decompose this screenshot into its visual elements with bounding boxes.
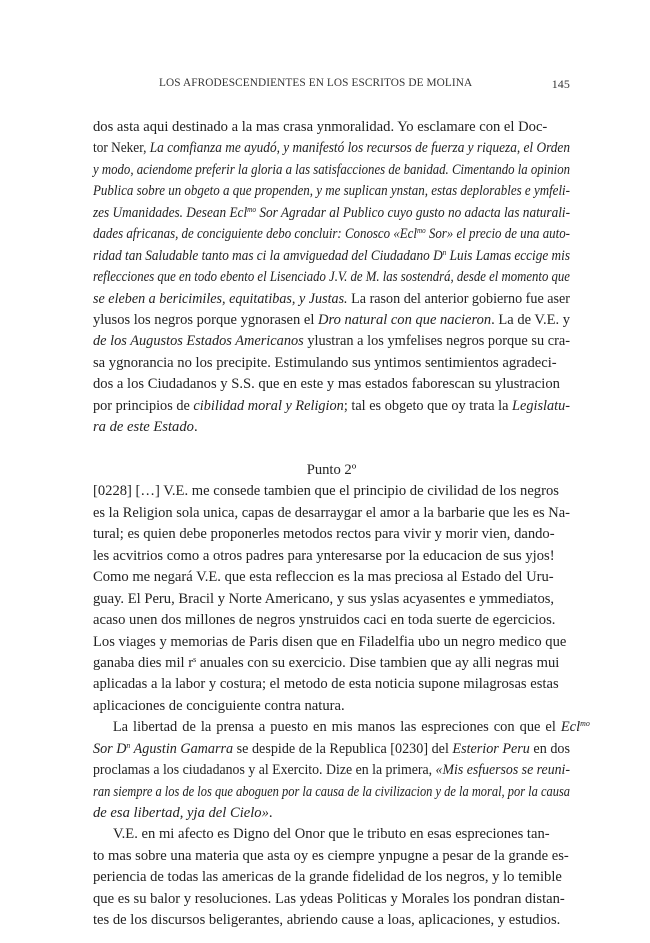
text-line: V.E. en mi afecto es Digno del Onor que le tributo en esas espreciones tan- bbox=[113, 826, 550, 843]
text-line bbox=[93, 138, 570, 159]
text-line bbox=[93, 224, 570, 245]
text-line: es la Religion sola unica, capas de desarraygar el amor a la barbarie que les es Na- bbox=[93, 504, 570, 521]
text-line: sa ygnorancia no los precipite. Estimulando sus yntimos sentimientos agradeci- bbox=[93, 354, 557, 371]
text-line: Los viages y memorias de Paris disen que en Filadelfia ubo un negro medico que bbox=[93, 633, 567, 650]
italic-phrase: ra de este Estado bbox=[93, 419, 194, 436]
text-line bbox=[93, 717, 590, 738]
text-line: aplicaciones de conciguiente contra natura. bbox=[93, 697, 345, 714]
text-line bbox=[93, 181, 570, 202]
text-line: acaso unen dos millones de negros ynstruidos caci en toda suerte de egercicios. bbox=[93, 612, 556, 629]
text-run: . bbox=[193, 419, 198, 436]
text-run: La rason del anterior gobierno fue aser bbox=[347, 290, 570, 307]
text-run: dades africanas, de conciguiente debo concluir: Conosco «Ecl bbox=[93, 226, 417, 243]
text-run: . La de V.E. y bbox=[491, 311, 571, 328]
paragraph-2 bbox=[93, 481, 570, 717]
superscript: n bbox=[442, 247, 447, 257]
text-line bbox=[93, 160, 570, 181]
italic-quote bbox=[93, 205, 570, 221]
text-line bbox=[93, 203, 570, 224]
italic-quote bbox=[93, 248, 570, 264]
italic-phrase: cibilidad moral y Religion bbox=[193, 397, 344, 414]
text-line: Como me negará V.E. que esta refleccion es la mas preciosa al Estado del Uru- bbox=[93, 569, 554, 586]
italic-quote: reflecciones que en todo ebento el Lisenciado J.V. de M. las sostendrá, desde el momento que bbox=[93, 269, 570, 286]
text-run: por principios de bbox=[93, 397, 194, 414]
text-line: guay. El Peru, Bracil y Norte Americano, y sus yslas acyasentes e ymmediatos, bbox=[93, 590, 555, 607]
text-line bbox=[93, 760, 570, 781]
text-line bbox=[93, 803, 570, 824]
text-line: dos asta aqui destinado a la mas crasa ynmoralidad. Yo esclamare con el Doc- bbox=[93, 119, 548, 135]
italic-quote: se eleben a bericimiles, equitatibas, y Justas. bbox=[93, 290, 348, 307]
text-line bbox=[93, 782, 570, 803]
text-line: to mas sobre una materia que asta oy es ciempre ynpugne a pesar de la grande es- bbox=[93, 847, 569, 864]
superscript: mo bbox=[416, 226, 426, 236]
italic-phrase: Legislatu- bbox=[512, 397, 571, 414]
spacer bbox=[93, 439, 570, 460]
text-run: La libertad de la prensa a puesto en mis manos las espreciones con que el bbox=[112, 719, 561, 736]
italic-phrase: Esterior Peru bbox=[452, 740, 530, 757]
running-title: LOS AFRODESCENDIENTES EN LOS ESCRITOS DE MOLINA bbox=[159, 77, 473, 89]
text-run: . bbox=[268, 805, 273, 821]
text-run: anuales con su exercicio. Dise tambien que ay alli negras mui bbox=[196, 654, 560, 671]
italic-phrase: de los Augustos Estados Americanos bbox=[93, 333, 304, 350]
text-line bbox=[93, 267, 570, 288]
text-run: ridad tan Saludable tanto mas ci la amviguedad del Ciudadano D bbox=[93, 247, 443, 264]
superscript: s bbox=[193, 654, 197, 664]
text-run: Ecl bbox=[560, 719, 581, 736]
italic-phrase: Dro natural con que nacieron bbox=[317, 311, 492, 328]
paragraph-1 bbox=[93, 117, 570, 439]
text-run: zes Umanidades. Desean Ecl bbox=[93, 204, 248, 221]
superscript: mo bbox=[580, 719, 590, 729]
text-run: Luis Lamas eccige mis bbox=[446, 247, 570, 264]
text-line bbox=[93, 417, 570, 438]
italic-quote: y modo, aciendome preferir la gloria a las satisfacciones de banidad. Cimentando la opinion bbox=[93, 161, 571, 178]
text-run: ; tal es obgeto que oy trata la bbox=[343, 397, 513, 414]
text-run: ylusos los negros porque ygnorasen el bbox=[93, 311, 318, 328]
text-run: Sor» el precio de una auto- bbox=[425, 226, 570, 243]
text-line bbox=[93, 396, 570, 417]
text-run: ganaba dies mil r bbox=[93, 654, 194, 671]
text-line: dos a los Ciudadanos y S.S. que en este y mas estados faborescan su ylustracion bbox=[93, 376, 560, 393]
italic-quote: La comfianza me ayudó, y manifestó los recursos de fuerza y riqueza, el Orden bbox=[149, 140, 570, 157]
text-line bbox=[93, 653, 570, 674]
italic-phrase bbox=[93, 741, 233, 757]
text-run: Agustin Gamarra bbox=[130, 740, 234, 757]
text-line: periencia de todas las americas de la grande fidelidad de los negros, y lo temible bbox=[93, 869, 562, 886]
italic-quote: ran siempre a los de los que aboguen por la causa de la civilizacion y de la moral, por la causa bbox=[93, 783, 571, 800]
italic-phrase bbox=[561, 719, 590, 735]
paragraph-4 bbox=[93, 824, 570, 931]
text-run: se despide de la Republica [0230] del bbox=[233, 740, 453, 757]
text-line: [0228] […] V.E. me consede tambien que el principio de civilidad de los negros bbox=[93, 483, 559, 500]
superscript: mo bbox=[247, 204, 257, 214]
text-run: Sor D bbox=[93, 740, 127, 757]
text-line: les acvitrios como a otros padres para ynteresarse por la educacion de sus yjos! bbox=[93, 547, 555, 564]
text-line bbox=[93, 739, 570, 760]
text-run: ylustran a los ymfelises negros porque su cra- bbox=[303, 333, 571, 350]
paragraph-3 bbox=[93, 717, 590, 824]
text-line bbox=[93, 331, 570, 352]
text-line bbox=[93, 289, 570, 310]
text-line: aplicadas a la labor y costura; el metodo de esta noticia supone milagrosas estas bbox=[93, 676, 559, 693]
italic-quote bbox=[93, 226, 570, 242]
text-run: en dos bbox=[529, 740, 570, 757]
text-line bbox=[93, 246, 570, 267]
italic-quote: Publica sobre un obgeto a que propenden, y me suplican ynstan, estas deplorables e ymfeli- bbox=[93, 183, 570, 200]
text-line: tes de los discursos beligerantes, abriendo cause a loas, aplicaciones, y estudios. bbox=[93, 912, 561, 929]
body-text bbox=[93, 117, 590, 932]
running-header bbox=[93, 77, 570, 95]
text-line bbox=[93, 310, 570, 331]
text-line: que es su balor y resoluciones. Las ydeas Politicas y Morales los pondran distan- bbox=[93, 890, 565, 907]
italic-quote: «Mis esfuersos se reuni- bbox=[435, 762, 571, 779]
text-run: proclamas a los ciudadanos y al Exercito. Dize en la primera, bbox=[93, 762, 436, 779]
page-number: 145 bbox=[551, 77, 570, 91]
superscript: n bbox=[126, 740, 131, 750]
text-run: tor Neker, bbox=[93, 140, 150, 157]
section-heading: Punto 2º bbox=[306, 462, 357, 478]
text-run: Sor Agradar al Publico cuyo gusto no adacta las naturali- bbox=[256, 204, 571, 221]
italic-quote: de esa libertad, yja del Cielo» bbox=[93, 805, 269, 821]
text-line: tural; es quien debe proponerles metodos rectos para vivir y morir vien, dando- bbox=[93, 526, 555, 543]
